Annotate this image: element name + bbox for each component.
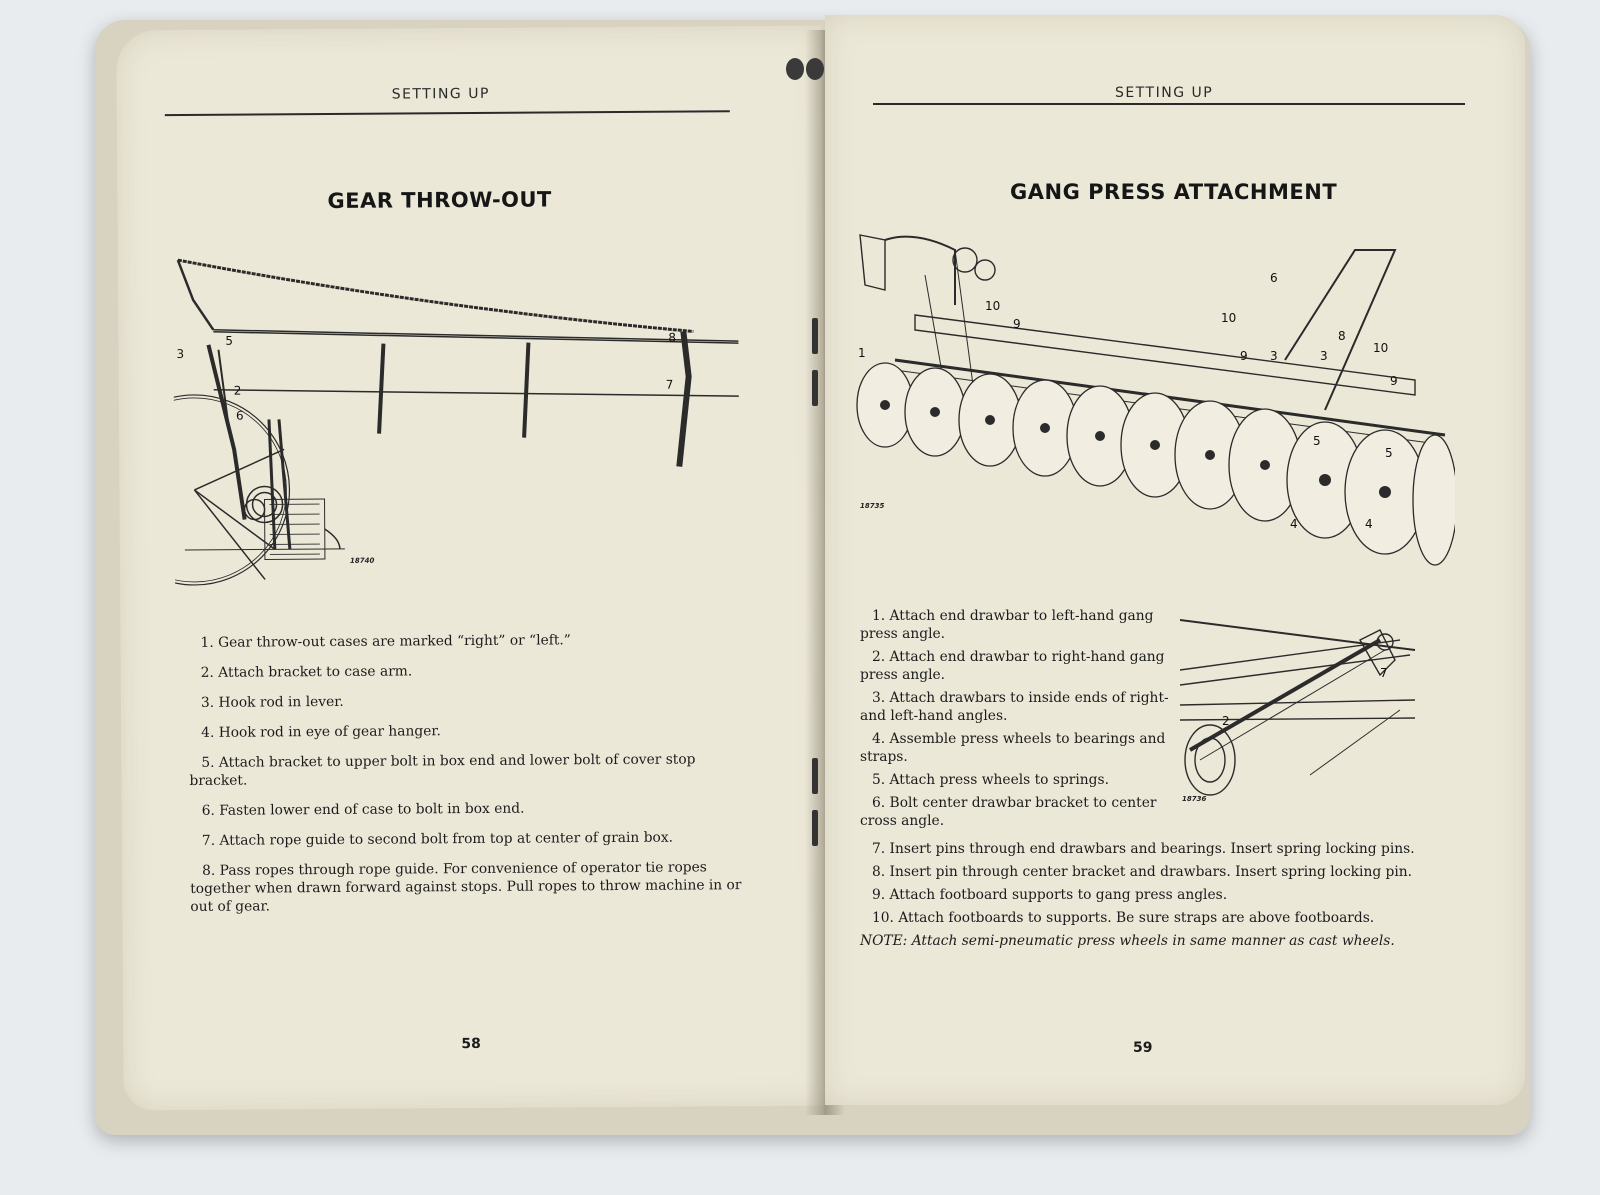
callout-5: 5 — [225, 333, 234, 348]
callout-9: 9 — [1013, 317, 1021, 331]
step-10: 10. Attach footboards to supports. Be sure straps are above footboards. — [872, 910, 1375, 926]
step-8: 8. Insert pin through center bracket and drawbars. Insert spring locking pin. — [872, 864, 1413, 880]
callout-3: 3 — [1270, 349, 1278, 363]
gear-throw-out-steps — [188, 630, 750, 928]
gang-press-drawing — [855, 230, 1455, 575]
step-3: 3. Hook rod in lever. — [200, 693, 344, 711]
callout-2: 2 — [1222, 714, 1230, 728]
right-page-header: SETTING UP — [1115, 85, 1214, 101]
gang-press-steps-narrow — [860, 607, 1170, 835]
callout-4: 4 — [1365, 517, 1373, 531]
right-page-title: GANG PRESS ATTACHMENT — [1010, 180, 1338, 204]
figure-id: 18736 — [1182, 795, 1207, 803]
callout-8: 8 — [668, 330, 677, 345]
gang-press-steps-wide — [860, 840, 1425, 955]
step-4: 4. Assemble press wheels to bearings and straps. — [860, 731, 1166, 765]
callout-6: 6 — [1270, 271, 1278, 285]
step-5: 5. Attach press wheels to springs. — [872, 772, 1109, 788]
left-page-header: SETTING UP — [391, 85, 490, 103]
staple — [812, 810, 818, 846]
binding-hole — [806, 58, 824, 80]
left-page-number: 58 — [461, 1035, 481, 1053]
callout-1: 1 — [858, 346, 866, 360]
step-8: 8. Pass ropes through rope guide. For convenience of operator tie ropes together when drawn forward against stops. Pull ropes to throw machine in or out of gear. — [190, 859, 742, 915]
left-page — [116, 26, 829, 1111]
step-2: 2. Attach end drawbar to right-hand gang press angle. — [860, 649, 1165, 683]
callout-3: 3 — [176, 347, 185, 362]
staple — [812, 370, 818, 406]
callout-9: 9 — [1390, 374, 1398, 388]
callout-5: 5 — [1385, 446, 1393, 460]
step-6: 6. Bolt center drawbar bracket to center cross angle. — [860, 795, 1157, 829]
step-9: 9. Attach footboard supports to gang press angles. — [872, 887, 1228, 903]
note: NOTE: Attach semi-pneumatic press wheels in same manner as cast wheels. — [860, 933, 1395, 949]
callout-3: 3 — [1320, 349, 1328, 363]
step-1: 1. Attach end drawbar to left-hand gang press angle. — [860, 608, 1154, 642]
step-7: 7. Insert pins through end drawbars and bearings. Insert spring locking pins. — [872, 841, 1415, 857]
step-7: 7. Attach rope guide to second bolt from top at center of grain box. — [201, 829, 674, 849]
left-header-rule — [165, 110, 730, 116]
right-page — [825, 15, 1525, 1105]
gear-throw-out-illustration — [173, 246, 755, 590]
callout-7: 7 — [1380, 666, 1388, 680]
gear-throw-out-drawing — [173, 246, 755, 590]
callout-6: 6 — [235, 408, 244, 423]
callout-4: 4 — [1290, 517, 1298, 531]
staple — [812, 758, 818, 794]
step-2: 2. Attach bracket to case arm. — [200, 663, 413, 681]
callout-7: 7 — [665, 377, 674, 392]
right-header-rule — [873, 103, 1465, 105]
left-page-title: GEAR THROW-OUT — [327, 187, 552, 214]
gang-press-inset-drawing — [1180, 600, 1420, 815]
gang-press-inset-illustration — [1180, 600, 1420, 815]
callout-10: 10 — [985, 299, 1001, 313]
callout-8: 8 — [1338, 329, 1346, 343]
figure-id: 18740 — [349, 556, 375, 565]
right-page-number: 59 — [1133, 1040, 1153, 1056]
gang-press-illustration — [855, 230, 1455, 575]
binding-hole — [786, 58, 804, 80]
callout-5: 5 — [1313, 434, 1321, 448]
step-3: 3. Attach drawbars to inside ends of right- and left-hand angles. — [860, 690, 1169, 724]
step-1: 1. Gear throw-out cases are marked “right” or “left.” — [200, 632, 571, 651]
step-4: 4. Hook rod in eye of gear hanger. — [201, 723, 441, 741]
callout-9: 9 — [1240, 349, 1248, 363]
figure-id: 18735 — [860, 502, 885, 510]
step-6: 6. Fasten lower end of case to bolt in box end. — [201, 800, 525, 819]
callout-2: 2 — [233, 383, 242, 398]
staple — [812, 318, 818, 354]
callout-10: 10 — [1221, 311, 1237, 325]
callout-10: 10 — [1373, 341, 1389, 355]
step-5: 5. Attach bracket to upper bolt in box end and lower bolt of cover stop bracket. — [189, 751, 696, 789]
